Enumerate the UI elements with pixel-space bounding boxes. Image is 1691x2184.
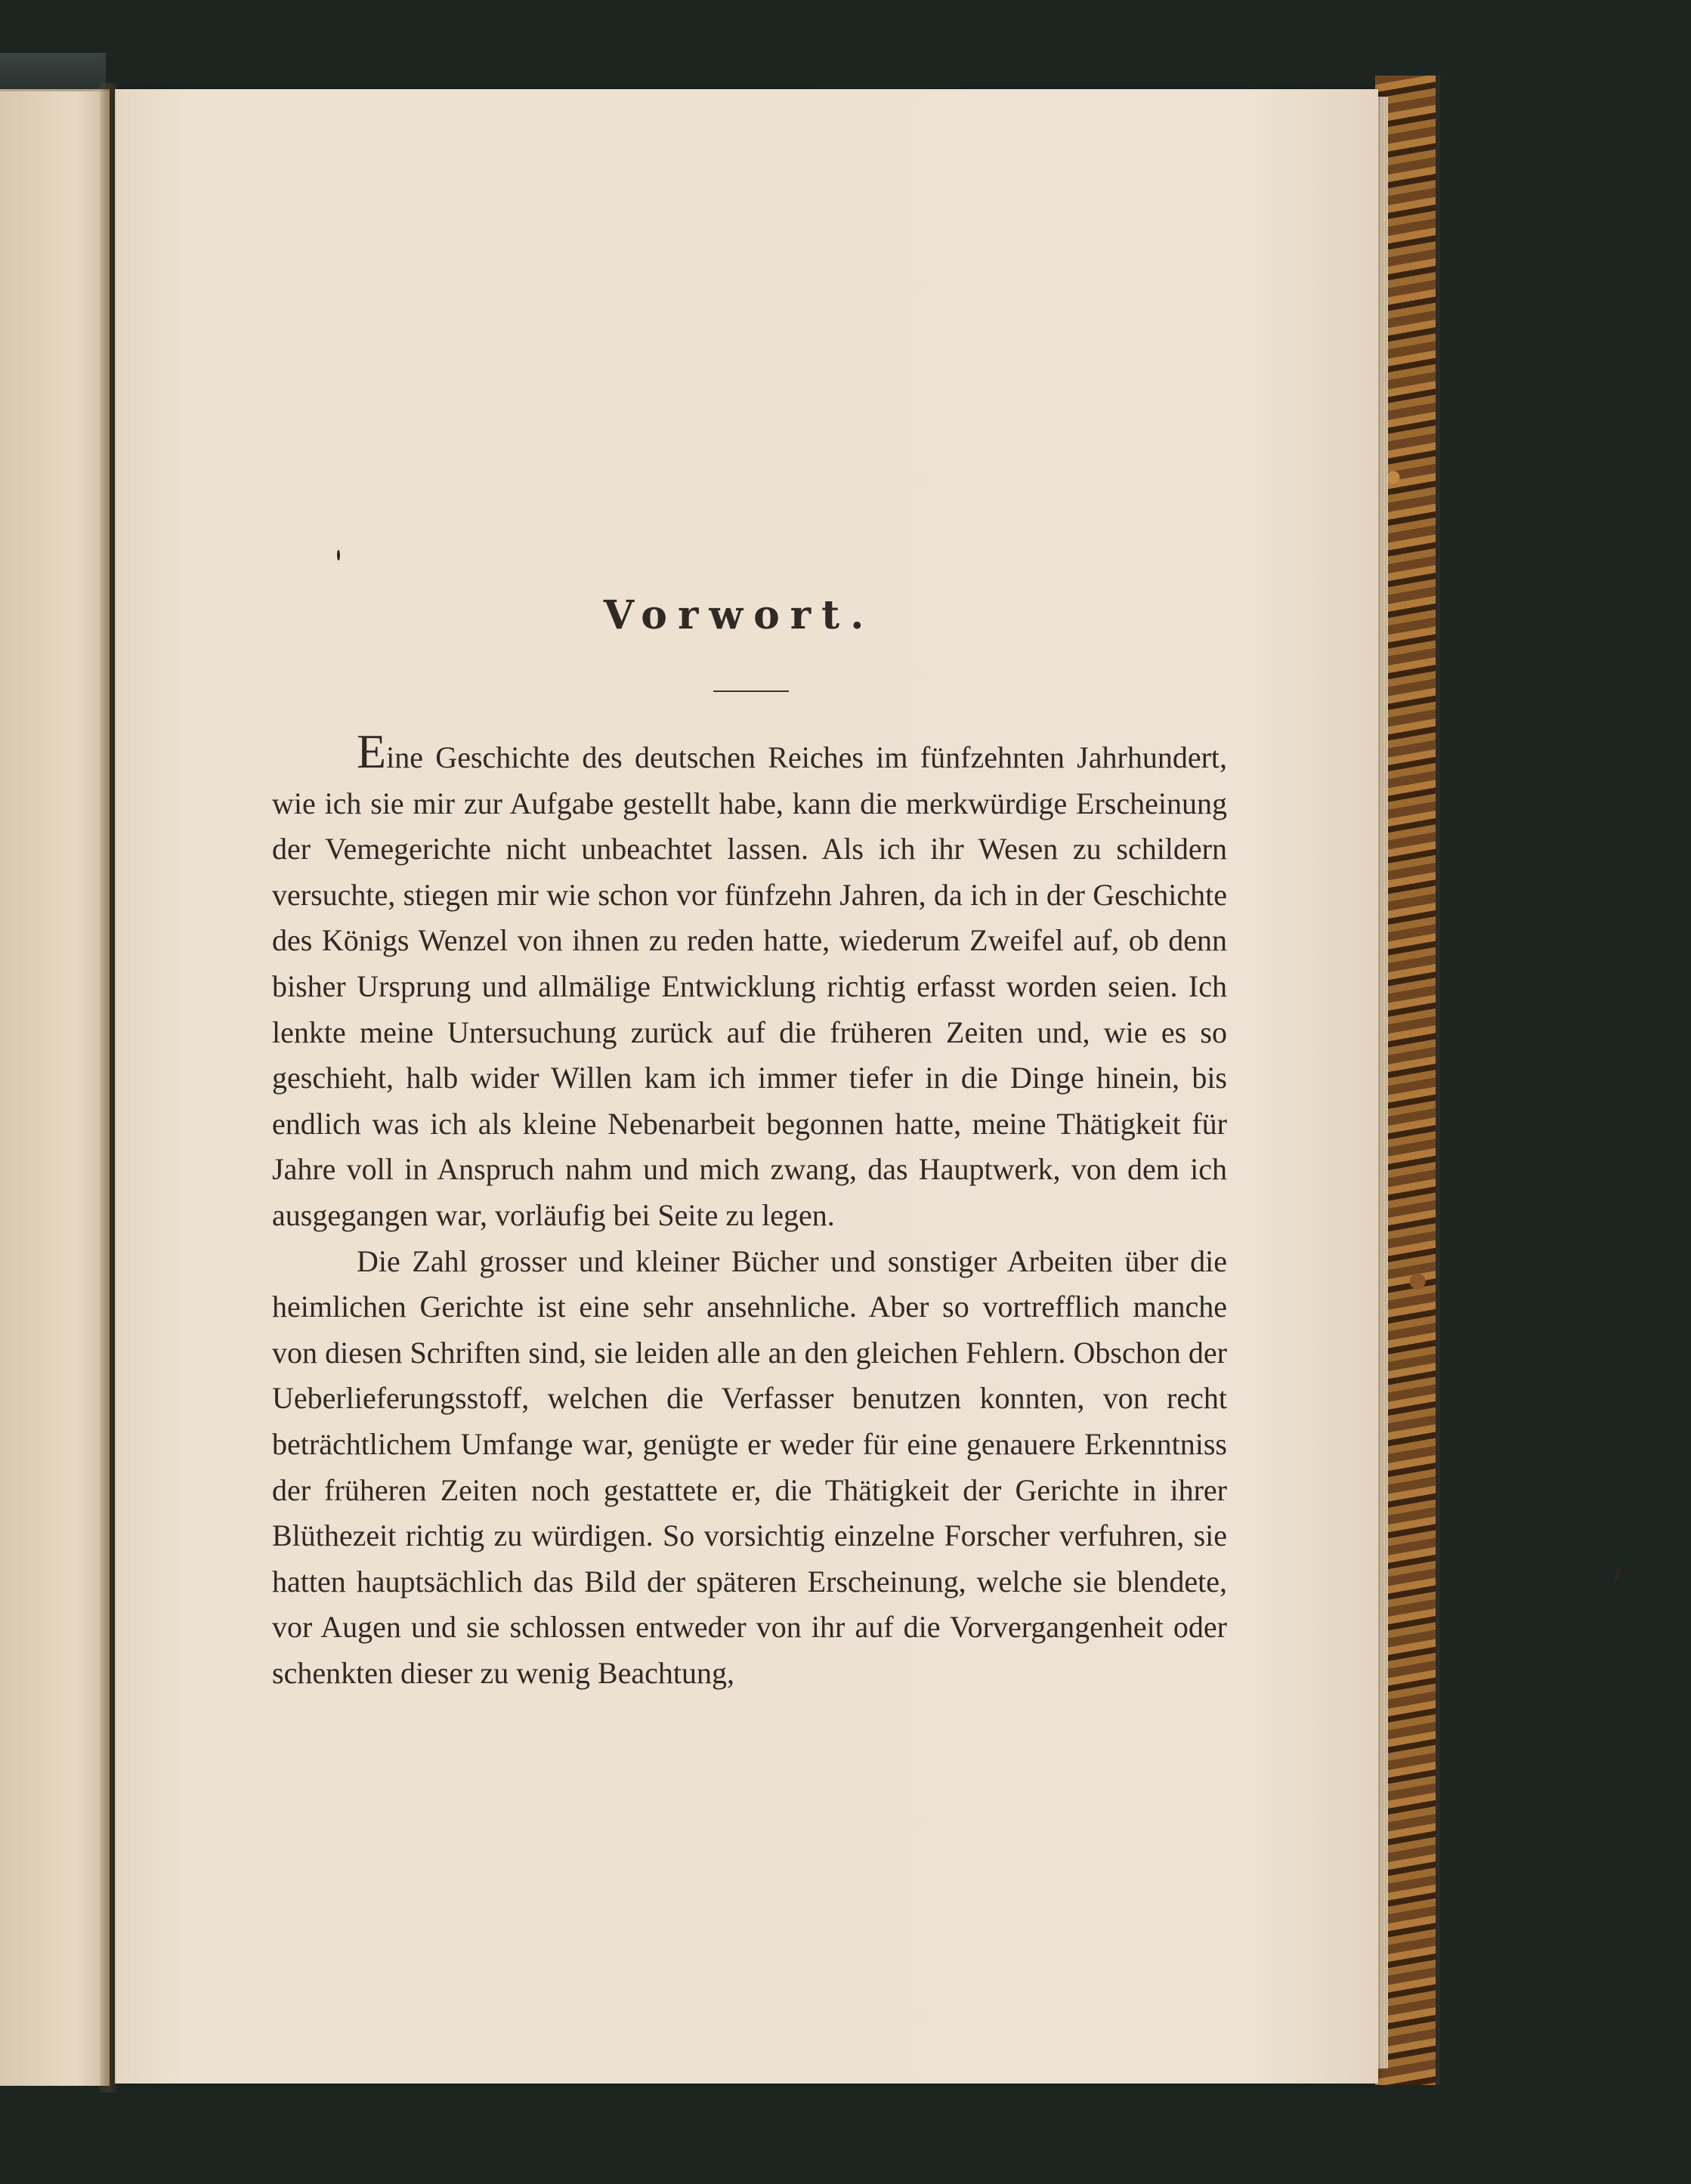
book-cover-left <box>0 53 106 91</box>
ink-speck <box>337 550 340 561</box>
page-title: Vorwort. <box>603 592 875 638</box>
title-rule <box>713 690 789 692</box>
paragraph-2: Die Zahl grosser und kleiner Bücher und sonstiger Arbeiten über die heimlichen Gerichte ist eine sehr ansehnliche. Aber so vortrefflich manche von diesen Schriften sind, sie leiden alle an den gleichen Fehlern. Obschon der Ueberlieferungsstoff, welchen die Verfasser benutzen konnten, von recht beträchtlichem Umfange war, genügte er weder für eine genauere Erkenntniss der früheren Zeiten noch gestattete er, die Thätigkeit der Gerichte in ihrer Blüthezeit richtig zu würdigen. So vorsichtig einzelne Forscher verfuhren, sie hatten hauptsächlich das Bild der späteren Erscheinung, welche sie blendete, vor Augen und sie schlossen entweder von ihr auf die Vorvergangenheit oder schenkten dieser zu wenig Beachtung, <box>272 1243 1227 1690</box>
drop-initial: E <box>357 724 387 778</box>
ink-speck <box>1613 1567 1621 1580</box>
spine-shadow <box>100 83 116 2093</box>
left-page <box>0 89 110 2086</box>
paragraph-1-text: ine Geschichte des deutschen Reiches im fünfzehnten Jahrhundert, wie ich sie mir zur Aufgabe gestellt habe, kann die merkwürdige Erscheinung der Vemegerichte nicht unbeachtet lassen. Als ich ihr Wesen zu schildern versuchte, stiegen mir wie schon vor fünfzehn Jahren, da ich in der Geschichte des Königs Wenzel von ihnen zu reden hatte, wiederum Zweifel auf, ob denn bisher Ursprung und allmälige Entwicklung richtig erfasst worden seien. Ich lenkte meine Untersuchung zurück auf die früheren Zeiten und, wie es so geschieht, halb wider Willen kam ich immer tiefer in die Dinge hinein, bis endlich was ich als kleine Nebenarbeit begonnen hatte, meine Thätigkeit für Jahre voll in Anspruch nahm und mich zwang, das Hauptwerk, von dem ich ausgegangen war, vorläufig bei Seite zu legen. <box>272 740 1227 1232</box>
body-text <box>272 724 1227 1696</box>
paragraph-1 <box>272 724 1227 1239</box>
book-page <box>115 89 1378 2084</box>
